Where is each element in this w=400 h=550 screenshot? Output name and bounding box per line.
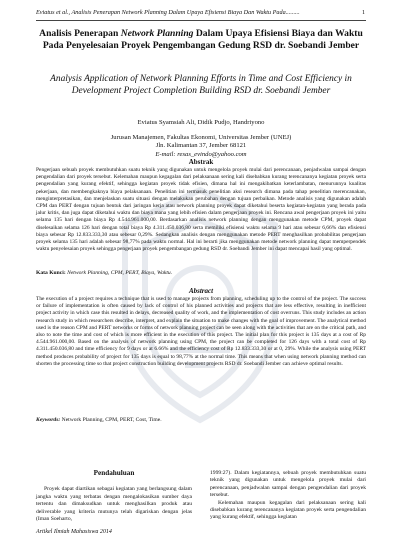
- page-footer: Artikel Ilmiah Mahasiswa 2014: [36, 529, 112, 535]
- author-email[interactable]: resas_evindo@yahoo.com: [175, 150, 247, 158]
- kata-kunci: [36, 270, 366, 277]
- intro-left-column: [36, 468, 192, 523]
- abstrak-body: Pengerjaan sebuah proyek membutuhkan suatu teknik yang digunakan untuk mengelola proyek mulai dari perencanaan, penjadwalan sampai dengan pengendalian dari proyek tersebut. Kelemahan maupun kegagalan dari pelaksanaan sering kali disebabkan kurang terencananya kegiatan proyek serta pengendalian yang kurang efektif, sehingga kegiatan proyek tidak efisien, dimana hal ini mengakibatkan keterlambatan, menurunnya kualitas pekerjaan, dan membengkaknya biaya pelaksanaan. Penelitian ini termasuk penelitian aksi research dimana pada tahap penelitian merencanakan, menginterpretasikan, dan menjelaskan suatu situasi dengan melakukan perubahan dengan tujuan perbaikan. Metode analisis yang digunakan adalah CPM dan PERT dengan tujuan bentuk dari jaringan kerja atau network planning proyek dapat diketahui beserta kegiatan-kegiatan yang berada pada jalur kritis, dan juga dapat diketahui waktu dan biaya mana yang lebih efisien dalam pengerjaan proyek ini. Rencana awal pengerjaan proyek ini yaitu selama 135 hari dengan biaya Rp 4.544.961.000,00. Berdasarkan analisis network planning dengan menggunakan metode CPM, proyek dapat diselesaikan selama 126 hari dengan total biaya Rp 4.311.450.036,80 serta memiliki efisiensi waktu selama 9 hari atau sebesar 6,66% dan efisiensi biaya sebesar Rp 12.833.333,30 atau sebesar 0,29%. Sedangkan analisis dengan menggunakan metode PERT menghasilkan probabilitas pengerjaan proyek selama 135 hari adalah sebesar 98,77% pada waktu normal. Hal ini berarti jika menggunakan metode network planning dapat memperpendek waktu penyelesaian proyek sehingga pengerjaan proyek pengembangan gedung RSD dr. Soebandi Jember ini dapat mencapai hasil yang optimal.: [36, 167, 366, 253]
- keywords-value: Network Planning, CPM, PERT, Cost, Time.: [60, 417, 162, 423]
- title-indonesian: [36, 28, 366, 52]
- running-header: Eviatus et al., Analisis Penerapan Network Planning Dalam Upaya Efisiensi Biaya Dan Waktu Pada.........: [36, 9, 300, 16]
- pendahuluan-heading: Pendahuluan: [93, 469, 135, 477]
- author-names: Eviatus Syamsiah Ali, Didik Pudjo, Handriyono: [137, 119, 265, 126]
- intro-right-column: [210, 470, 366, 522]
- title-id-part1: Analisis Penerapan: [39, 28, 121, 39]
- keywords: [36, 417, 366, 424]
- title-id-part2: Dalam Upaya Efisiensi Biaya dan Waktu Pada Penyelesaian Proyek Pengembangan Gedung RSD dr. Soebandi Jember: [42, 28, 363, 51]
- abstrak-heading: Abstrak: [188, 158, 214, 166]
- author-block: [36, 119, 366, 159]
- kata-kunci-label: Kata Kunci:: [36, 270, 66, 276]
- kata-kunci-value: Network Planning, CPM, PERT, Biaya, Waktu.: [65, 270, 173, 276]
- page-number: 1: [362, 9, 366, 16]
- keywords-label: Keywords:: [36, 417, 61, 423]
- author-affiliation: Jurusan Manajemen, Fakultas Ekonomi, Universitas Jember (UNEJ): [110, 133, 292, 141]
- intro-paragraph-1: Proyek dapat diartikan sebagai kegiatan yang berlangsung dalam jangka waktu yang terbatas dengan mengalokasikan sumber daya tertentu dan dimaksudkan untuk menghasilkan produk atau deliverable yang kriteria mutunya telah digariskan dengan jelas (Iman Soeharto,: [36, 486, 192, 523]
- title-id-italic: Network Planning: [120, 28, 194, 39]
- title-english: Analysis Application of Network Planning Efforts in Time and Cost Efficiency in Development Project Completion Building RSD dr. Soebandi Jember: [50, 74, 352, 96]
- author-address: Jln. Kalimantan 37, Jember 68121: [155, 142, 247, 150]
- abstract-heading: Abstract: [188, 287, 214, 295]
- header-rule: [36, 20, 366, 21]
- intro-paragraph-1-cont: 1999:27). Dalam kegiatannya, sebuah proyek membutuhkan suatu teknik yang digunakan untuk mengelola proyek mulai dari perencanaan, penjadwalan sampai dengan pengendalian dari proyek tersebut.: [210, 470, 366, 499]
- email-label: E-mail:: [155, 150, 176, 158]
- abstract-body: The execution of a project requires a technique that is used to manage projects from planning, scheduling up to the control of the project. The success or failure of implementation is often caused by lack of control of his planned activities and projects that are less effective, resulting in inefficient project activity in which case this resulted in delays, decreased quality of work, and the implementation of cost overruns. This study includes an action research study in which researchers describe, interpret, and explain the situation to make changes with the goal of improvement. The analytical method used is the reason CPM and PERT networks or forms of network planning project can be seen along with the activities that are on the critical path, and also to note the time and cost of which is more efficient in the execution of this project. The initial plan for this project is 135 days at a cost of Rp 4.544.961.000,00. Based on the analysis of network planning using CPM, the project can be completed for 126 days with a total cost of Rp 4.311.450.036,80 and time efficiency for 9 days or at 6.66% and the efficiency cost of Rp 12.833.333,30 or at 0, 29%. While the analysis using PERT method produces probability of project for 135 days is equal to 98,77% at the normal time. This means that when using network planning method can shorten the processing time so that project construction building development projects RSD dr. Soebandi Jember can achieve optimal results.: [36, 296, 366, 367]
- intro-paragraph-2: Kelemahan maupun kegagalan dari pelaksanaan sering kali disebabkan kurang terencananya kegiatan proyek serta pengendalian yang kurang efektif, sehingga kegiatan: [210, 499, 366, 521]
